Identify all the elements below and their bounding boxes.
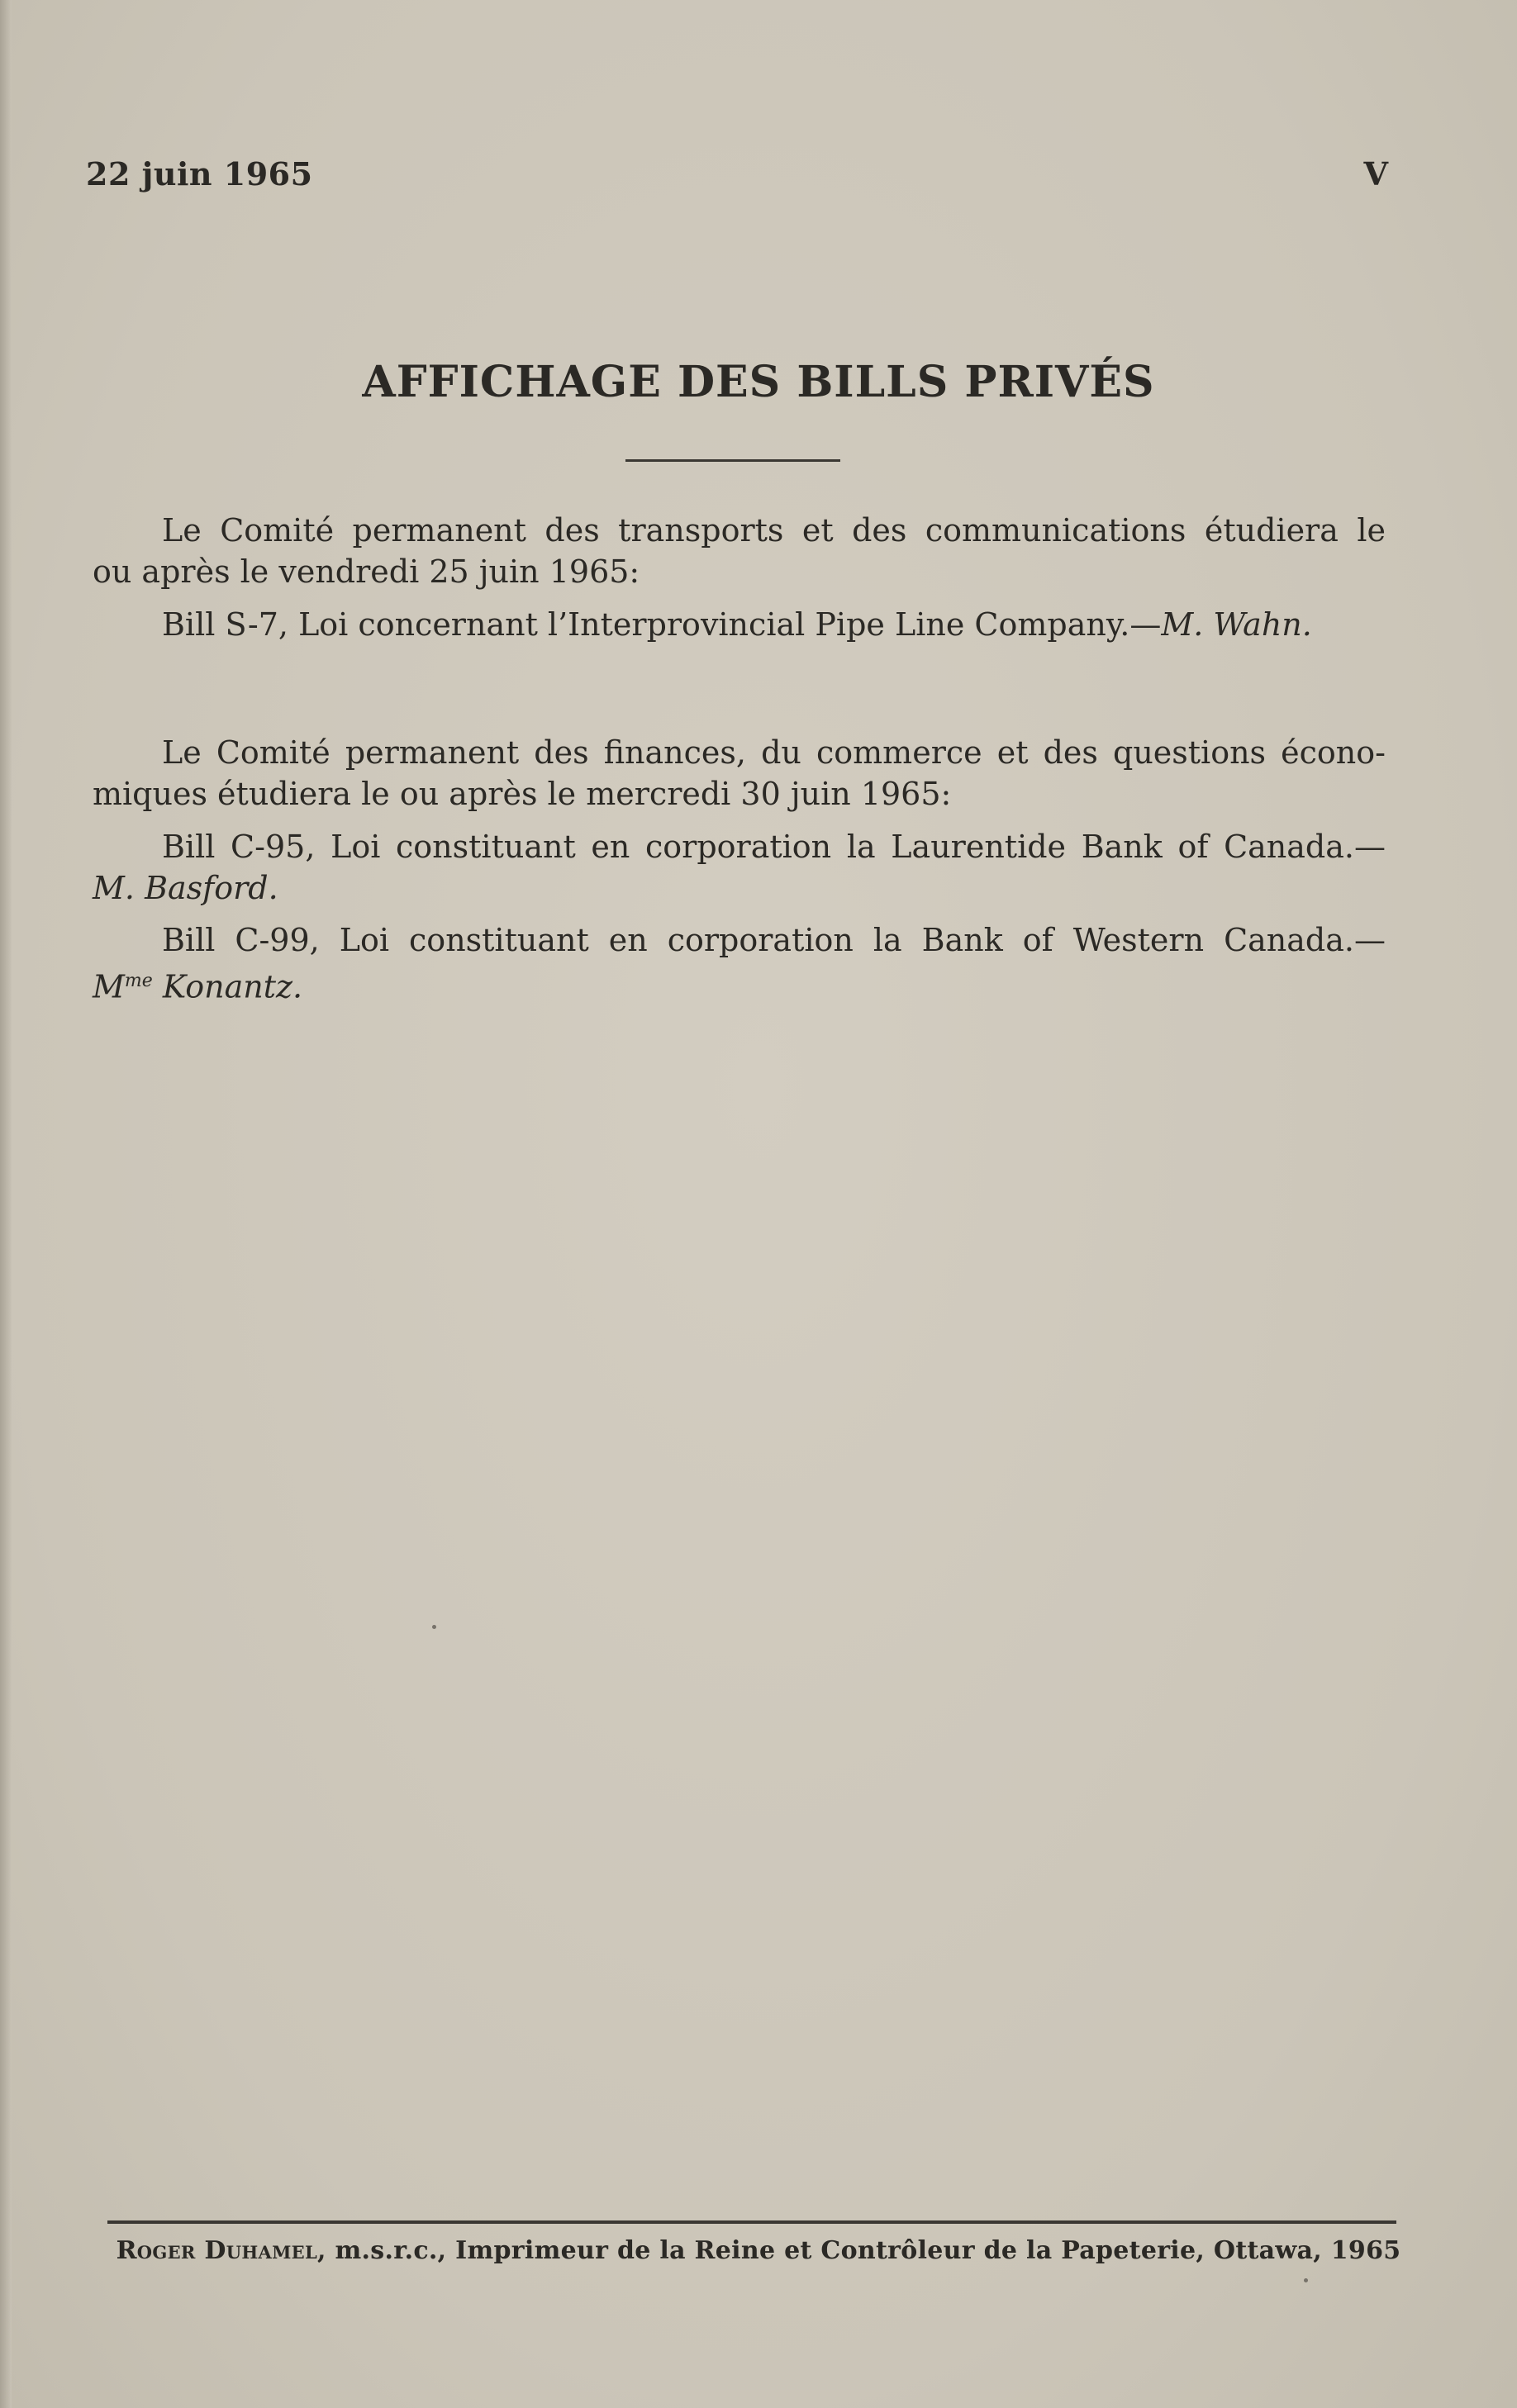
section2-intro-line1: Le Comité permanent des finances, du commerce et des questions écono- <box>162 734 1386 771</box>
bill-s7 <box>93 604 1386 645</box>
section2-bill-c95 <box>93 826 1386 909</box>
bill-s7-sponsor: M. Wahn. <box>1161 606 1312 643</box>
page-number: V <box>1363 155 1388 192</box>
printer-name: Roger Duhamel <box>116 2236 318 2265</box>
bill-c99-text: Bill C-99, Loi constituant en corporation la Bank of Western Canada.— <box>162 922 1386 958</box>
bill-c95-text: Bill C-95, Loi constituant en corporation la Laurentide Bank of Canada.— <box>162 829 1386 865</box>
bill-c99-sponsor-sup: me <box>124 971 153 991</box>
section2-bill-c99 <box>93 919 1386 1008</box>
bill-c95-sponsor: M. Basford. <box>93 870 278 906</box>
bill-c99-sponsor-title: M <box>93 968 125 1005</box>
footer-divider <box>107 2220 1396 2224</box>
section1-intro-line2: ou après le vendredi 25 juin 1965: <box>93 553 640 590</box>
section1-intro <box>93 510 1386 592</box>
printer-imprint <box>0 2236 1517 2265</box>
page-title: AFFICHAGE DES BILLS PRIVÉS <box>362 357 1155 407</box>
bill-c99-sponsor-name: Konantz. <box>152 968 303 1005</box>
section2-intro-line2: miques étudiera le ou après le mercredi 30 juin 1965: <box>93 776 952 812</box>
bill-c99-sponsor <box>93 961 1386 1008</box>
section2-intro <box>93 732 1386 815</box>
title-divider <box>625 459 840 462</box>
section1-bill <box>93 604 1386 645</box>
printer-details: , m.s.r.c., Imprimeur de la Reine et Contrôleur de la Papeterie, Ottawa, 1965 <box>317 2236 1401 2265</box>
paper-speck <box>432 1625 436 1629</box>
header-date: 22 juin 1965 <box>86 155 313 192</box>
section1-intro-line1: Le Comité permanent des transports et des communications étudiera le <box>162 512 1386 549</box>
bill-s7-text: Bill S-7, Loi concernant l’Interprovincial Pipe Line Company.— <box>162 606 1162 643</box>
paper-speck <box>1304 2278 1308 2282</box>
